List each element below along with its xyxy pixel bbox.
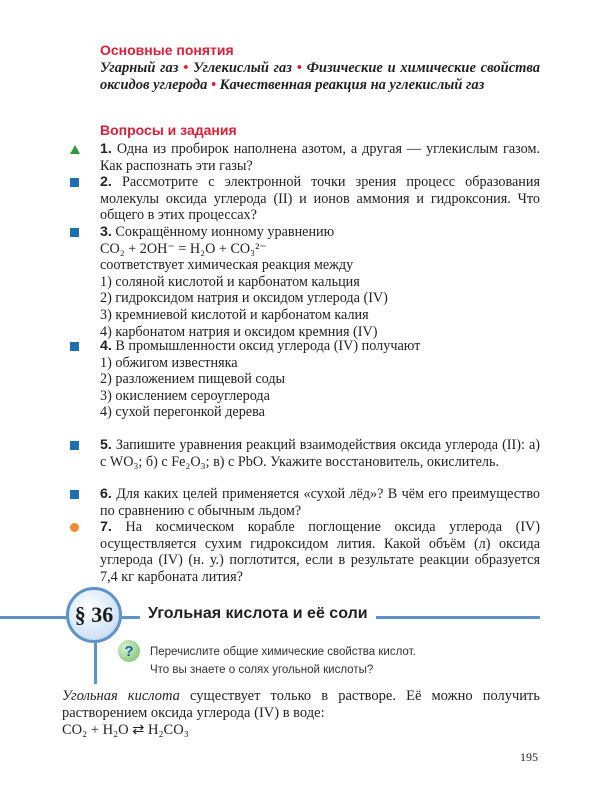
square-marker-icon [70, 178, 79, 187]
section-intro-questions [150, 643, 416, 679]
question-text: Рассмотрите с электронной точки зрения процесс образования молекулы оксида углерода (II) и ионов аммония и гидроксония. Что общего в этих процессах? [100, 174, 540, 224]
questions-heading: Вопросы и задания [100, 122, 237, 138]
concept: Углекислый газ [193, 60, 292, 76]
intro-line: Что вы знаете о солях угольной кислоты? [150, 664, 374, 676]
answer-option: 4) сухой перегонкой дерева [100, 404, 265, 421]
concept: Физические и химические свойства оксидов углерода [100, 60, 541, 93]
question-number: 2. [100, 174, 112, 190]
separator: • [183, 60, 189, 76]
question-2 [100, 174, 540, 224]
question-text: Сокращённому ионному уравнению [115, 224, 335, 240]
separator: • [296, 60, 302, 76]
concept: Угарный газ [100, 60, 179, 76]
question-text: Запишите уравнения реакций взаимодействия оксида углерода (II): а) с WO₃; б) с Fe₂O₃; в) с PbO. Укажите восстановитель, окислитель. [100, 437, 540, 470]
basic-concepts-heading: Основные понятия [100, 42, 234, 58]
concept: Качественная реакция на углекислый газ [219, 77, 485, 93]
question-text: В промышленности оксид углерода (IV) получают [115, 338, 421, 354]
question-number: 3. [100, 224, 112, 240]
answer-option: 4) карбонатом натрия и оксидом кремния (IV) [100, 323, 378, 340]
ionic-equation: CO₂ + 2OH⁻ = H₂O + CO₃²⁻ [100, 240, 267, 257]
question-text: Для каких целей применяется «сухой лёд»? В чём его преимущество по сравнению с обычным льдом? [100, 486, 541, 519]
question-number: 5. [100, 437, 112, 453]
separator: • [210, 77, 217, 93]
square-marker-icon [70, 490, 79, 499]
circle-marker-icon [70, 523, 79, 532]
answer-option: 3) окислением сероуглерода [100, 387, 270, 404]
question-text: соответствует химическая реакция между [100, 257, 354, 274]
question-text: На космическом корабле поглощение оксида углерода (IV) осуществляется сухим гидроксидом лития. Какой объём (л) оксида углерода (IV) (н. у.) поглотится, если в результате реакции образуется 7,4 кг карбоната лития? [100, 519, 541, 585]
body-text: существует только в растворе. Её можно получить растворением оксида углерода (IV) в воде: [62, 688, 541, 721]
answer-option: 3) кремниевой кислотой и карбонатом калия [100, 306, 369, 323]
answer-option: 1) обжигом известняка [100, 354, 238, 371]
question-3 [100, 224, 540, 340]
square-marker-icon [70, 228, 79, 237]
body-term: Угольная кислота [62, 688, 180, 704]
section-title: Угольная кислота и её соли [140, 605, 376, 623]
square-marker-icon [70, 441, 79, 450]
intro-line: Перечислите общие химические свойства кислот. [150, 646, 416, 658]
question-4 [100, 338, 540, 421]
question-number: 1. [100, 141, 112, 157]
question-1 [100, 141, 540, 174]
basic-concepts-list [100, 60, 540, 94]
chemical-equation: CO₂ + H₂O ⇄ H₂CO₃ [62, 722, 189, 738]
question-text: Одна из пробирок наполнена азотом, а другая — углекислым газом. Как распознать эти газы? [100, 141, 540, 174]
answer-option: 2) разложением пищевой соды [100, 371, 286, 388]
question-7 [100, 519, 540, 585]
triangle-marker-icon [70, 145, 80, 154]
section-body [62, 688, 540, 739]
question-number: 6. [100, 486, 112, 502]
page-number: 195 [520, 750, 538, 764]
answer-option: 1) соляной кислотой и карбонатом кальция [100, 273, 360, 290]
question-6 [100, 486, 540, 519]
question-mark-icon: ? [118, 640, 140, 662]
question-number: 7. [100, 519, 112, 535]
answer-option: 2) гидроксидом натрия и оксидом углерода (IV) [100, 290, 388, 307]
square-marker-icon [70, 342, 79, 351]
question-number: 4. [100, 338, 112, 354]
section-number-badge: § 36 [66, 587, 122, 643]
question-5 [100, 437, 540, 470]
